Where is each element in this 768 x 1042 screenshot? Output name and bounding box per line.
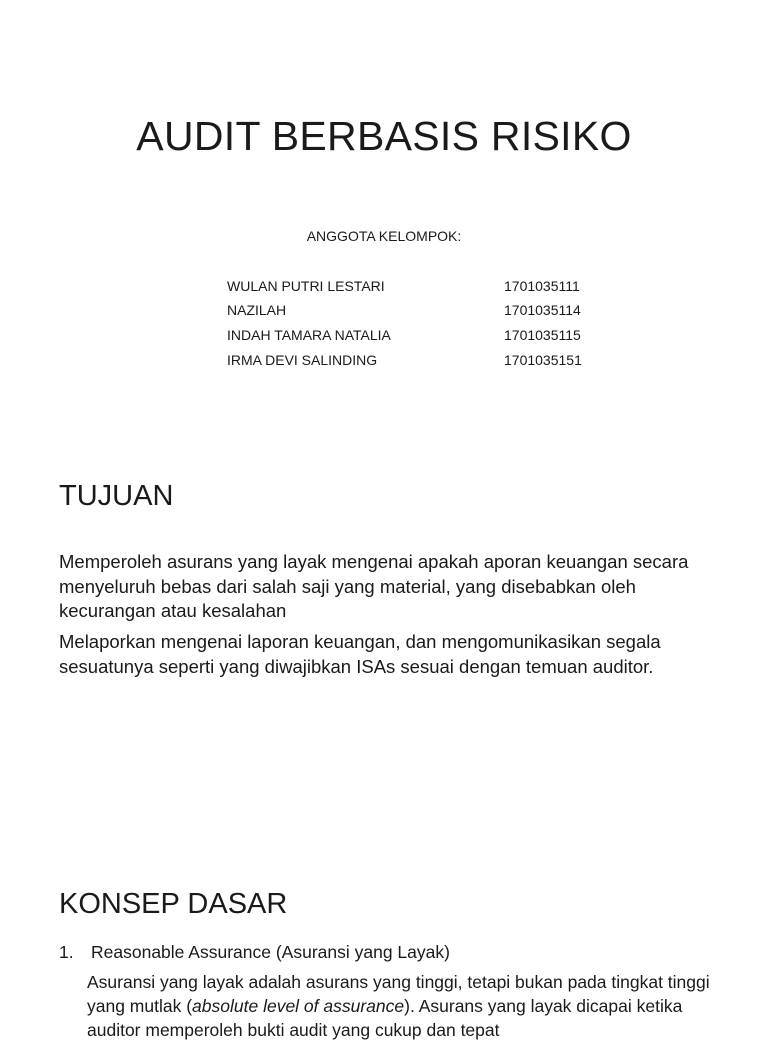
member-row [227,327,647,349]
member-name: WULAN PUTRI LESTARI [227,278,385,294]
member-row [227,352,647,374]
member-row [227,302,647,324]
paragraph: Memperoleh asurans yang layak mengenai apakah aporan keuangan secara menyeluruh bebas dari salah saji yang material, yang disebabkan oleh kecurangan atau kesalahan [59,551,689,621]
list-item-label: Reasonable Assurance (Asuransi yang Layak) [91,942,450,962]
list-item-body [87,970,727,1042]
member-id: 1701035151 [504,352,582,368]
member-name: NAZILAH [227,302,287,318]
body-italic-text: absolute level of assurance [192,996,405,1016]
member-id: 1701035114 [504,302,581,318]
member-name: IRMA DEVI SALINDING [227,352,378,368]
list-item [59,940,719,964]
member-row [227,278,647,300]
slide-title [0,0,768,432]
list-number: 1. [59,942,74,962]
members-heading: ANGGOTA KELOMPOK: [306,228,462,244]
member-id: 1701035111 [504,278,580,294]
slide-konsep-dasar [0,864,768,1040]
paragraph: Melaporkan mengenai laporan keuangan, dan mengomunikasikan segala sesuatunya seperti yang diwajibkan ISAs sesuai dengan temuan auditor. [59,631,661,677]
section-title-konsep-dasar: KONSEP DASAR [59,888,288,920]
body-text: Asuransi yang layak adalah asurans yang tinggi, tetapi bukan pada tingkat tinggi yang mutlak ( [87,972,710,1016]
member-id: 1701035115 [504,327,581,343]
body-text: ). Asurans yang layak dicapai ketika auditor memperoleh bukti audit yang cukup dan tepat [87,996,683,1040]
section-title-tujuan: TUJUAN [59,480,174,512]
slide-tujuan [0,432,768,864]
page-title: AUDIT BERBASIS RISIKO [136,113,632,159]
member-name: INDAH TAMARA NATALIA [227,327,391,343]
